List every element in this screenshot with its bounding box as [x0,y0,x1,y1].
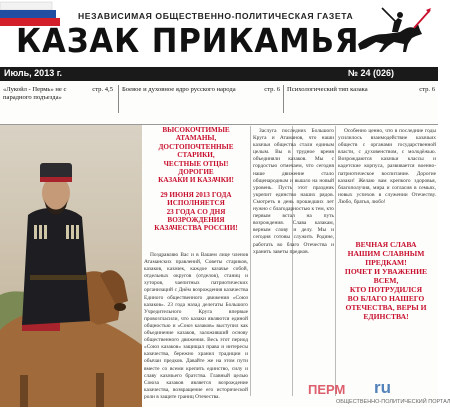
anniversary-line: 23 ГОДА СО ДНЯ [166,207,226,216]
watermark-caption: ОБЩЕСТВЕННО-ПОЛИТИЧЕСКИЙ ПОРТАЛ [336,399,450,405]
contents-item-title: «Лукойл - Пермь» не с парадного подъезда» [3,86,67,101]
masthead [0,0,438,66]
contents-item-page: стр. 6 [264,86,280,93]
anniversary-line: 29 ИЮНЯ 2013 ГОДА [160,190,232,199]
column-rule [250,126,251,396]
headline-line: ДОСТОПОЧТЕННЫЕ [158,142,234,151]
cossack-rider-logo-icon [352,4,432,54]
slogan-line: НАШИМ СЛАВНЫМ [347,249,425,258]
article-column-2 [253,128,334,404]
slogan-line: КТО ПОТРУДИЛСЯ [349,285,423,294]
slogan-line: ОТЕЧЕСТВА, ВЕРЫ И [345,303,427,312]
article-column-1 [144,252,248,404]
headline-line: ВЫСОКОЧТИМЫЕ [162,126,230,134]
contents-item-title: Боевое и духовное ядро русского народа [122,86,236,93]
slogan-line: ВО БЛАГО НАШЕГО [347,294,425,303]
contents-divider [118,85,119,113]
cossack-photo [0,125,142,407]
slogan-line: ЕДИНСТВА! [363,312,409,321]
contents-item [122,86,280,94]
watermark-logo-text: ПЕРМ [308,382,346,397]
contents-item-title: Психологический тип казака [287,86,368,93]
anniversary-line: ВОЗРОЖДЕНИЯ [167,216,225,225]
contents-item-page: стр. 4,5 [92,86,113,93]
issue-number: № 24 (026) [348,68,395,78]
contents-item [3,86,113,102]
headline-line: АТАМАНЫ, [175,134,217,143]
anniversary-line: КАЗАЧЕСТВА РОССИИ! [154,224,238,233]
cossack-on-horse-image [0,125,142,407]
headline-line: КАЗАКИ И КАЗАЧКИ! [158,176,234,185]
article-paragraph: Поздравляю Вас и в Вашем лице членов Атаманских правлений, Советы стариков, казаков, казачек, каждое казачье собой, отдельных округов (отделов), станиц и хуторов, чаепитных патриотических организаций с Днём возрождения казачества Единого общественного движения «Союз казаков». 23 года назад делегаты Большого Учредительного Круга впервые провозгласили, что казаки являются единой общностью и «Союз казаков» выступил как объединение казаков, заложивший основу общественного движения. Весь этот период «Союз казаков» защищал права и интересы казачества, бережно хранил традиции и обычаи предков. Давайте же на этом пути вместе со всеми крепить единство, силу и славу казачьего братства. Главный целью Союза казаков является возрождение казачества, возвращение его исторической роли в защите границ Отечества. [144,252,248,400]
contents-item-page: стр. 6 [419,86,435,93]
headline-line: ЧЕСТНЫЕ ОТЦЫ! [163,159,229,168]
slogan-line: ПОЧЕТ И УВАЖЕНИЕ [344,267,428,276]
slogan-line: ВСЕМ, [373,276,399,285]
contents-strip [0,82,438,125]
article-paragraph: Особенно ценно, что в последние годы усилилось взаимодействие казачьих обществ с органами государственной власти, с духовенством, с молодёжью. Возрождаются казачьи классы и кадетские корпуса, развивается военно-патриотическое воспитание. Дорогие казаки! Желаю вам крепкого здоровья, благополучия, мира и согласия в семьях, новых успехов в служении Отечеству. Любо, братья, любо! [338,128,436,205]
anniversary-line: ИСПОЛНЯЕТСЯ [167,199,225,208]
watermark-logo-suffix: ru [374,378,391,397]
article-column-3 [338,128,436,236]
masthead-subtitle: НЕЗАВИСИМАЯ ОБЩЕСТВЕННО-ПОЛИТИЧЕСКАЯ ГАЗЕТА [78,11,354,21]
contents-item [287,86,435,94]
issue-info-bar [0,67,438,81]
article-paragraph: Заслуга последних Большого Круга и Атаманов, что наши казачьи общества стали единым целым. Вы в трудное время объединяли казаков. Мы с гордостью отмечаем, что сегодня наше движение стало общенародным и вышло на новый уровень. Пусть этот праздник укрепит единство наших рядов. Смотреть в день прошедших лет нужно с благодарностью к тем, кто первым встал на путь возрождения. Слава казакам, верным слову и делу. Мы и сегодня готовы служить Родине, работать во благо Отечества и хранить заветы предков. [253,128,334,255]
issue-date: Июль, 2013 г. [4,68,63,78]
greeting-headline [144,126,248,250]
headline-line: СТАРИКИ, [177,151,215,160]
slogan-line: ВЕЧНАЯ СЛАВА [355,240,417,249]
slogan-line: ПРЕДКАМ! [365,258,407,267]
headline-line: ДОРОГИЕ [178,168,214,177]
masthead-title: КАЗАК ПРИКАМЬЯ [16,21,360,60]
slogan-block [336,240,436,321]
contents-divider [283,85,284,113]
